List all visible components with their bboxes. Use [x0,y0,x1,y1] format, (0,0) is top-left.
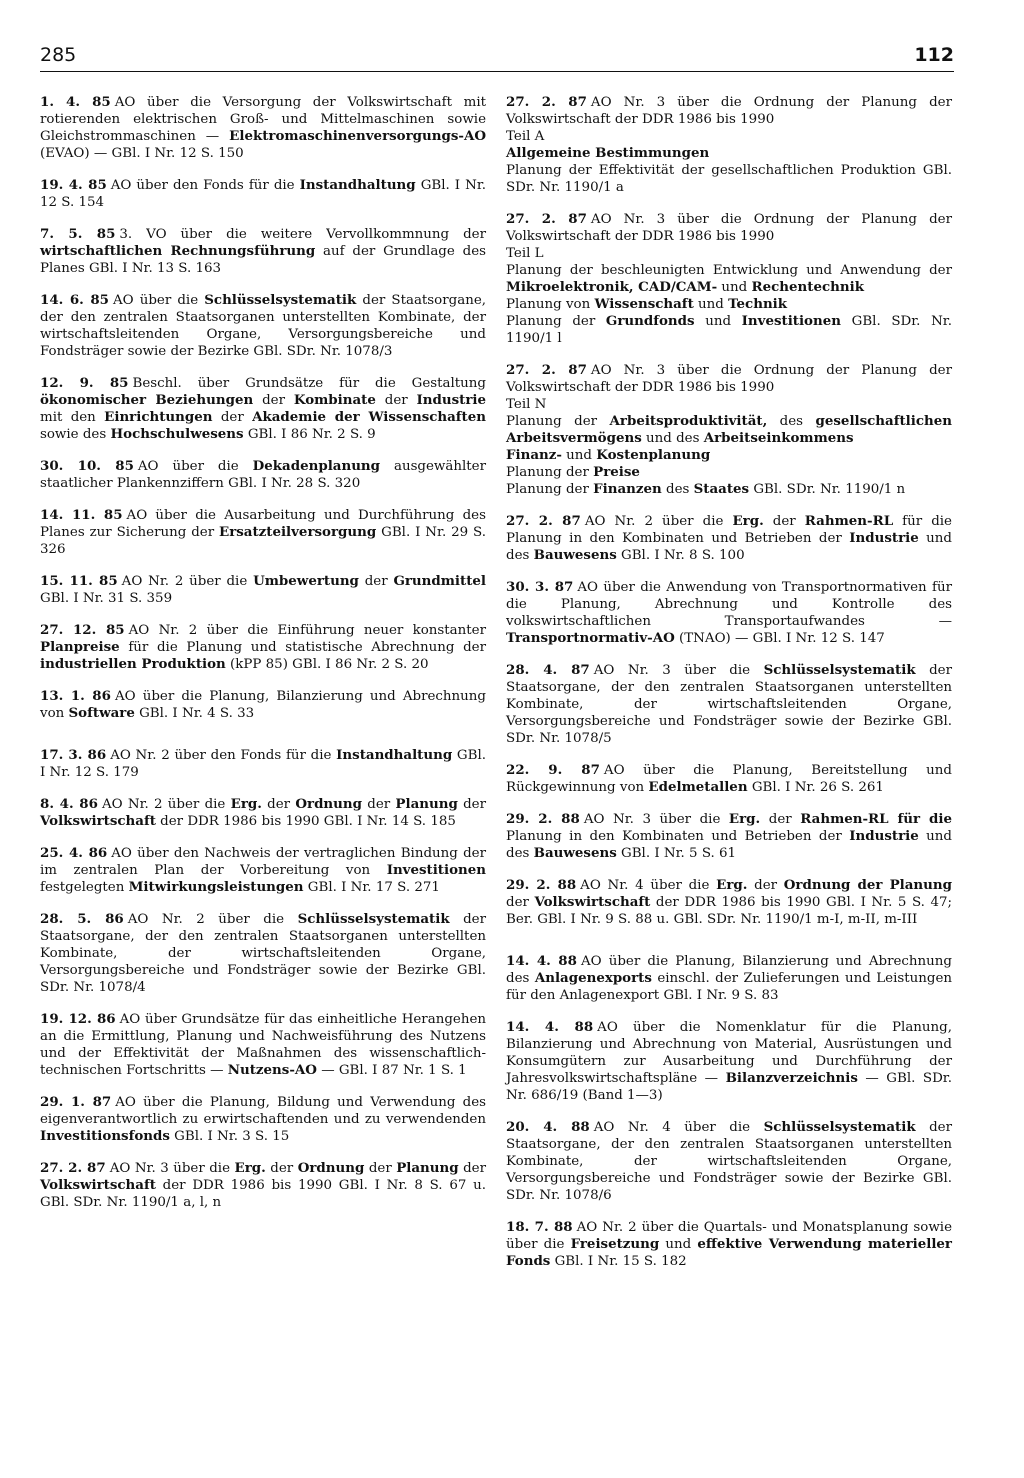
right-column [506,94,952,1285]
entry: 25. 4. 86 AO über den Nachweis der vertraglichen Bindung der im zentralen Plan der Vorbereitung von Investitionen festgelegten Mitwirkungsleistungen GBl. I Nr. 17 S. 271 [40,845,486,895]
entry: 15. 11. 85 AO Nr. 2 über die Umbewertung der Grundmittel GBl. I Nr. 31 S. 359 [40,573,486,606]
columns [40,94,952,1285]
spacer [506,943,952,953]
entry: 30. 10. 85 AO über die Dekadenplanung ausgewählter staatlicher Plankennziffern GBl. I Nr. 28 S. 320 [40,458,486,491]
entry: 27. 12. 85 AO Nr. 2 über die Einführung neuer konstanter Planpreise für die Planung und statistische Abrechnung der industriellen Produktion (kPP 85) GBl. I 86 Nr. 2 S. 20 [40,622,486,672]
entry: 14. 4. 88 AO über die Planung, Bilanzierung und Abrechnung des Anlagenexports einschl. der Zulieferungen und Leistungen für den Anlagenexport GBl. I Nr. 9 S. 83 [506,953,953,1003]
entry: 19. 12. 86 AO über Grundsätze für das einheitliche Herangehen an die Ermittlung, Planung und Nachweisführung des Nutzens und der Effektivität der Maßnahmen des wissenschaftlich-technischen Fortschritts — Nutzens-AO — GBl. I 87 Nr. 1 S. 1 [40,1011,486,1078]
entry: 27. 2. 87 AO Nr. 3 über die Ordnung der Planung der Volkswirtschaft der DDR 1986 bis 1990 Teil L Planung der beschleunigten Entwicklung und Anwendung der Mikroelektronik, CAD/CAM- und Rechentechnik Planung von Wissenschaft und Technik Planung der Grundfonds und Investitionen GBl. SDr. Nr. 1190/1 l [506,211,952,346]
spacer [40,737,486,747]
entry: 17. 3. 86 AO Nr. 2 über den Fonds für die Instandhaltung GBl. I Nr. 12 S. 179 [40,747,487,780]
entry: 22. 9. 87 AO über die Planung, Bereitstellung und Rückgewinnung von Edelmetallen GBl. I Nr. 26 S. 261 [506,762,952,795]
page-number-left: 285 [40,44,77,66]
entry: 14. 4. 88 AO über die Nomenklatur für die Planung, Bilanzierung und Abrechnung von Material, Ausrüstungen und Konsumgütern zur Ausarbeitung und Durchführung der Jahresvolkswirtschaftspläne — Bilanzverzeichnis — GBl. SDr. Nr. 686/19 (Band 1—3) [506,1019,952,1103]
entry: 18. 7. 88 AO Nr. 2 über die Quartals- und Monatsplanung sowie über die Freisetzung und effektive Verwendung materieller Fonds GBl. I Nr. 15 S. 182 [506,1219,953,1269]
header-rule [40,71,954,72]
entry: 19. 4. 85 AO über den Fonds für die Instandhaltung GBl. I Nr. 12 S. 154 [40,177,487,210]
entry: 28. 4. 87 AO Nr. 3 über die Schlüsselsystematik der Staatsorgane, der den zentralen Staatsorganen unterstellten Kombinate, der wirtschaftsleitenden Organe, Versorgungsbereiche und Fondsträger sowie der Bezirke GBl. SDr. Nr. 1078/5 [506,662,953,746]
entry: 29. 2. 88 AO Nr. 3 über die Erg. der Rahmen-RL für die Planung in den Kombinaten und Betrieben der Industrie und des Bauwesens GBl. I Nr. 5 S. 61 [506,811,953,861]
entry: 29. 2. 88 AO Nr. 4 über die Erg. der Ordnung der Planung der Volkswirtschaft der DDR 1986 bis 1990 GBl. I Nr. 5 S. 47; Ber. GBl. I Nr. 9 S. 88 u. GBl. SDr. Nr. 1190/1 m-I, m-II, m-III [506,877,953,927]
entry: 1. 4. 85 AO über die Versorgung der Volkswirtschaft mit rotierenden elektrischen Groß- und Mittelmaschinen sowie Gleichstrommaschinen — Elektromaschinenversorgungs-AO (EVAO) — GBl. I Nr. 12 S. 150 [40,94,487,161]
entry: 20. 4. 88 AO Nr. 4 über die Schlüsselsystematik der Staatsorgane, der den zentralen Staatsorganen unterstellten Kombinate, der wirtschaftsleitenden Organe, Versorgungsbereiche und Fondsträger sowie der Bezirke GBl. SDr. Nr. 1078/6 [506,1119,953,1203]
entry: 12. 9. 85 Beschl. über Grundsätze für die Gestaltung ökonomischer Beziehungen der Kombinate der Industrie mit den Einrichtungen der Akademie der Wissenschaften sowie des Hochschulwesens GBl. I 86 Nr. 2 S. 9 [40,375,486,442]
entry: 14. 11. 85 AO über die Ausarbeitung und Durchführung des Planes zur Sicherung der Ersatzteilversorgung GBl. I Nr. 29 S. 326 [40,507,486,557]
entry: 28. 5. 86 AO Nr. 2 über die Schlüsselsystematik der Staatsorgane, der den zentralen Staatsorganen unterstellten Kombinate, der wirtschaftsleitenden Organe, Versorgungsbereiche und Fondsträger sowie der Bezirke GBl. SDr. Nr. 1078/4 [40,911,487,995]
entry: 27. 2. 87 AO Nr. 3 über die Erg. der Ordnung der Planung der Volkswirtschaft der DDR 1986 bis 1990 GBl. I Nr. 8 S. 67 u. GBl. SDr. Nr. 1190/1 a, l, n [40,1160,487,1210]
entry: 27. 2. 87 AO Nr. 3 über die Ordnung der Planung der Volkswirtschaft der DDR 1986 bis 1990 Teil N Planung der Arbeitsproduktivität, des gesellschaftlichen Arbeitsvermögens und des Arbeitseinkommens Finanz- und Kostenplanung Planung der Preise Planung der Finanzen des Staates GBl. SDr. Nr. 1190/1 n [506,362,952,497]
entry: 29. 1. 87 AO über die Planung, Bildung und Verwendung des eigenverantwortlich zu erwirtschaftenden und zu verwendenden Investitionsfonds GBl. I Nr. 3 S. 15 [40,1094,486,1144]
page-number-right: 112 [914,44,954,66]
left-column [40,94,486,1285]
entry: 14. 6. 85 AO über die Schlüsselsystematik der Staatsorgane, der den zentralen Staatsorganen unterstellten Kombinate, der wirtschaftsleitenden Organe, Versorgungsbereiche und Fondsträger sowie der Bezirke GBl. SDr. Nr. 1078/3 [40,292,487,359]
entry: 7. 5. 85 3. VO über die weitere Vervollkommnung der wirtschaftlichen Rechnungsführung auf der Grundlage des Planes GBl. I Nr. 13 S. 163 [40,226,486,276]
page-header [0,44,1024,74]
entry: 27. 2. 87 AO Nr. 3 über die Ordnung der Planung der Volkswirtschaft der DDR 1986 bis 1990 Teil A Allgemeine Bestimmungen Planung der Effektivität der gesellschaftlichen Produktion GBl. SDr. Nr. 1190/1 a [506,94,952,195]
entry: 30. 3. 87 AO über die Anwendung von Transportnormativen für die Planung, Abrechnung und Kontrolle des volkswirtschaftlichen Transportaufwandes — Transportnormativ-AO (TNAO) — GBl. I Nr. 12 S. 147 [506,579,952,646]
entry: 27. 2. 87 AO Nr. 2 über die Erg. der Rahmen-RL für die Planung in den Kombinaten und Betrieben der Industrie und des Bauwesens GBl. I Nr. 8 S. 100 [506,513,952,563]
entry: 13. 1. 86 AO über die Planung, Bilanzierung und Abrechnung von Software GBl. I Nr. 4 S. 33 [40,688,487,721]
entry: 8. 4. 86 AO Nr. 2 über die Erg. der Ordnung der Planung der Volkswirtschaft der DDR 1986 bis 1990 GBl. I Nr. 14 S. 185 [40,796,486,829]
